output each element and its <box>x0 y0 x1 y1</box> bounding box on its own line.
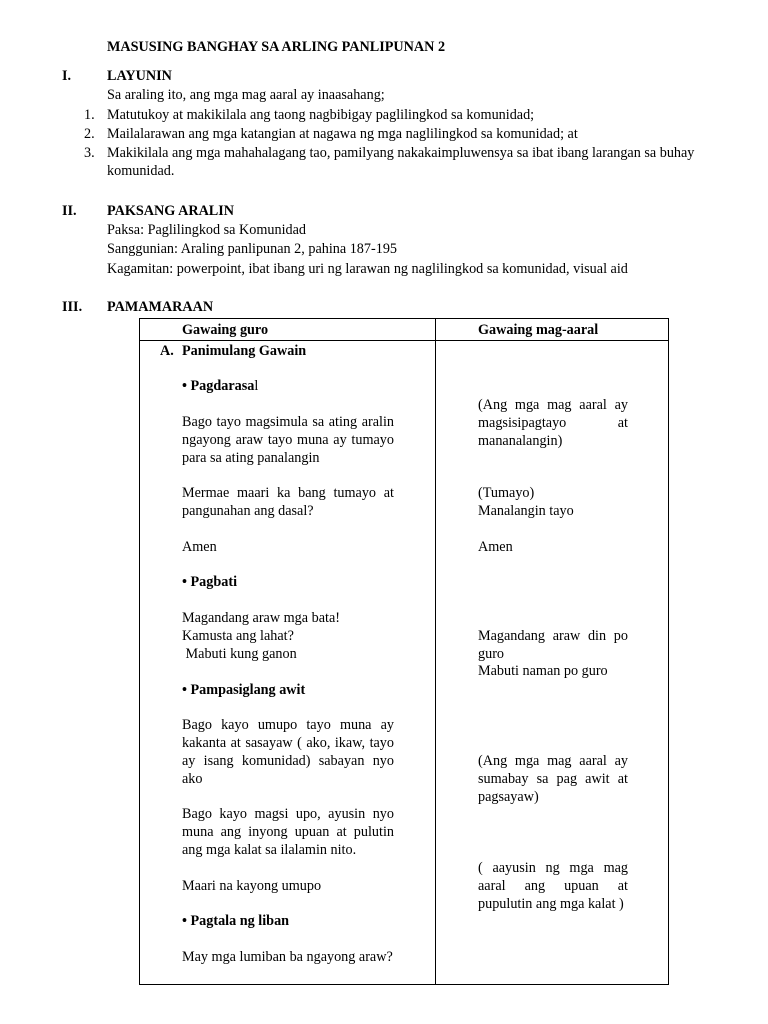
section-two-heading: PAKSANG ARALIN <box>107 203 235 219</box>
table-header-divider <box>140 340 668 341</box>
mag-aaral-panalangin: (Ang mga mag aaral ay magsisipagtayo at mananalangin) <box>478 397 628 449</box>
pagbati-heading: • Pagbati <box>182 574 238 590</box>
guro-ayusin-text: Bago kayo magsi upo, ayusin nyo muna ang inyong upuan at pulutin ang mga kalat sa ilalamin nito. <box>182 806 394 858</box>
guro-liban-question: May mga lumiban ba ngayong araw? <box>182 949 393 965</box>
objectives-intro: Sa araling ito, ang mga mag aaral ay inaasahang; <box>107 87 385 103</box>
guro-awit-text: Bago kayo umupo tayo muna ay kakanta at sasayaw ( ako, ikaw, tayo ay isang komunidad) sabayan nyo ako <box>182 717 394 787</box>
section-three-heading: PAMAMARAAN <box>107 299 214 315</box>
mag-aaral-awit: (Ang mga mag aaral ay sumabay sa pag awit at pagsayaw) <box>478 753 628 805</box>
mag-aaral-mabuti: Mabuti naman po guro <box>478 663 608 679</box>
pagdarasal-heading: • Pagdarasal <box>182 378 259 394</box>
reference-line: Sanggunian: Araling panlipunan 2, pahina 187-195 <box>107 241 398 257</box>
section-one-number: I. <box>62 68 72 84</box>
guro-dasal-question: Mermae maari ka bang tumayo at pangunahan ang dasal? <box>182 485 394 519</box>
objective-number: 2. <box>84 126 95 142</box>
header-gawaing-guro: Gawaing guro <box>182 322 269 338</box>
procedure-table <box>139 318 669 985</box>
mag-aaral-greeting: Magandang araw din po guro <box>478 628 628 662</box>
guro-amen: Amen <box>182 539 217 555</box>
mag-aaral-amen: Amen <box>478 539 513 555</box>
pagtala-ng-liban-heading: • Pagtala ng liban <box>182 913 290 929</box>
section-two-number: II. <box>62 203 77 219</box>
objective-number: 3. <box>84 145 95 161</box>
guro-panalangin-text: Bago tayo magsimula sa ating aralin ngayong araw tayo muna ay tumayo para sa ating panalangin <box>182 414 394 466</box>
objective-text: Matutukoy at makikilala ang taong nagbibigay paglilingkod sa komunidad; <box>107 107 535 123</box>
section-one-heading: LAYUNIN <box>107 68 172 84</box>
objective-text: Makikilala ang mga mahahalagang tao, pamilyang nakakaimpluwensya sa ibat ibang larangan sa buhay komunidad. <box>107 145 695 179</box>
guro-kamusta: Kamusta ang lahat? <box>182 628 294 644</box>
materials-line: Kagamitan: powerpoint, ibat ibang uri ng larawan ng naglilingkod sa komunidad, visual aid <box>107 261 628 277</box>
guro-greeting: Magandang araw mga bata! <box>182 610 340 626</box>
mag-aaral-ayusin: ( aayusin ng mga mag aaral ang upuan at pupulutin ang mga kalat ) <box>478 860 628 912</box>
document-title: MASUSING BANGHAY SA ARLING PANLIPUNAN 2 <box>107 39 446 55</box>
guro-umupo: Maari na kayong umupo <box>182 878 322 894</box>
header-gawaing-mag-aaral: Gawaing mag-aaral <box>478 322 599 338</box>
pampasiglang-awit-heading: • Pampasiglang awit <box>182 682 306 698</box>
mag-aaral-tumayo: (Tumayo) <box>478 485 535 501</box>
topic-line: Paksa: Paglilingkod sa Komunidad <box>107 222 307 238</box>
table-column-divider <box>435 319 436 984</box>
guro-mabuti: Mabuti kung ganon <box>182 646 297 662</box>
objective-number: 1. <box>84 107 95 123</box>
objective-text: Mailalarawan ang mga katangian at nagawa ng mga naglilingkod sa komunidad; at <box>107 126 578 142</box>
part-letter: A. <box>160 343 174 359</box>
section-three-number: III. <box>62 299 83 315</box>
part-title: Panimulang Gawain <box>182 343 307 359</box>
mag-aaral-manalangin: Manalangin tayo <box>478 503 574 519</box>
